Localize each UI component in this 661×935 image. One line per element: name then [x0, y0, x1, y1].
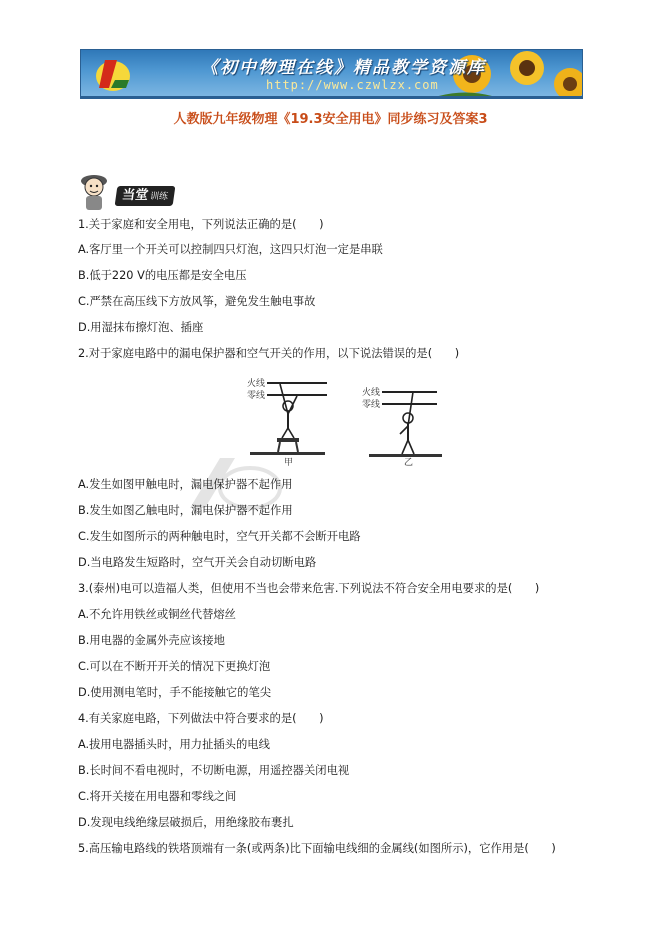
figure-b-person-icon [400, 392, 414, 454]
question-1-option-b: B.低于220 V的电压都是安全电压 [78, 269, 247, 282]
question-4-option-a: A.拔用电器插头时，用力扯插头的电线 [78, 738, 270, 751]
question-4-option-d: D.发现电线绝缘层破损后，用绝缘胶布裹扎 [78, 816, 294, 829]
question-1-option-c: C.严禁在高压线下方放风筝，避免发生触电事故 [78, 295, 316, 308]
figure-b-neutral-label: 零线 [362, 400, 381, 410]
question-4-stem: 4.有关家庭电路，下列做法中符合要求的是( ) [78, 712, 324, 725]
site-logo-icon [91, 52, 135, 96]
question-2-stem: 2.对于家庭电路中的漏电保护器和空气开关的作用，以下说法错误的是( ) [78, 347, 460, 360]
figure-a-live-label: 火线 [247, 379, 266, 389]
question-4-option-c: C.将开关接在用电器和零线之间 [78, 790, 237, 803]
question-3-stem: 3.(泰州)电可以造福人类，但使用不当也会带来危害.下列说法不符合安全用电要求的是( ) [78, 582, 540, 595]
section-badge [76, 169, 186, 213]
figure-a-person-icon [280, 384, 297, 438]
question-4-option-b: B.长时间不看电视时，不切断电源，用遥控器关闭电视 [78, 764, 350, 777]
badge-main-text: 当堂 [121, 188, 150, 203]
figure-b-ground [369, 454, 442, 457]
header-divider [80, 97, 583, 99]
question-3-option-c: C.可以在不断开开关的情况下更换灯泡 [78, 660, 271, 673]
question-1-option-d: D.用湿抹布擦灯泡、插座 [78, 321, 204, 334]
figure-b-live-label: 火线 [362, 388, 381, 398]
question-3-option-d: D.使用测电笔时，手不能接触它的笔尖 [78, 686, 272, 699]
question-2-option-c: C.发生如图所示的两种触电时，空气开关都不会断开电路 [78, 530, 361, 543]
figure-a-label: 甲 [284, 458, 294, 468]
figure-b-label: 乙 [404, 458, 414, 468]
header-banner [80, 49, 583, 97]
section-badge-label [115, 186, 176, 206]
banner-title: 《初中物理在线》精品教学资源库 [201, 58, 486, 78]
question-2-option-d: D.当电路发生短路时，空气开关会自动切断电路 [78, 556, 317, 569]
document-title: 人教版九年级物理《19.3安全用电》同步练习及答案3 [173, 112, 488, 127]
question-3-option-b: B.用电器的金属外壳应该接地 [78, 634, 225, 647]
question-1-option-a: A.客厅里一个开关可以控制四只灯泡，这四只灯泡一定是串联 [78, 243, 383, 256]
question-2-option-b: B.发生如图乙触电时，漏电保护器不起作用 [78, 504, 293, 517]
question-5-stem: 5.高压输电路线的铁塔顶端有一条(或两条)比下面输电线细的金属线(如图所示)，它作用是( ) [78, 842, 556, 855]
student-cartoon-icon [76, 169, 120, 213]
question-3-option-a: A.不允许用铁丝或铜丝代替熔丝 [78, 608, 236, 621]
question-2-option-a: A.发生如图甲触电时，漏电保护器不起作用 [78, 478, 293, 491]
figure-a-neutral-label: 零线 [247, 391, 266, 401]
badge-sub-text: 训练 [149, 192, 169, 202]
question-1-stem: 1.关于家庭和安全用电，下列说法正确的是( ) [78, 218, 324, 231]
banner-url[interactable]: http://www.czwlzx.com [266, 78, 439, 92]
